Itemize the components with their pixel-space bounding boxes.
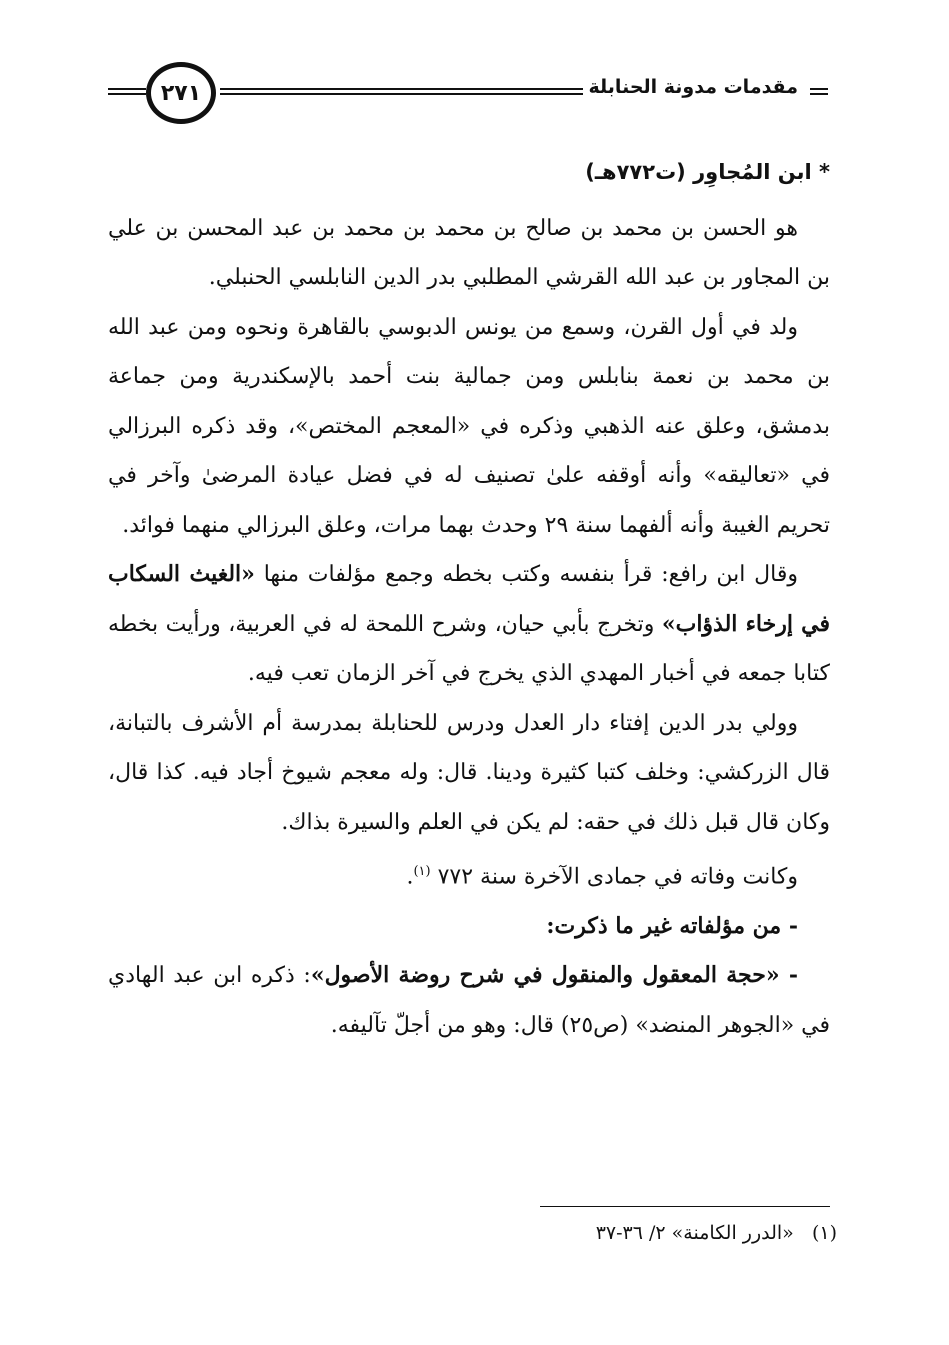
paragraph-birth: ولد في أول القرن، وسمع من يونس الدبوسي بالقاهرة ونحوه ومن عبد الله بن محمد بن نعمة بنابلس ومن جمالية بنت أحمد بالإسكندرية ومن جماعة بدمشق، وعلق عنه الذهبي وذكره في «المعجم المختص»، وقد ذكره البرزالي في «تعاليقه» وأنه أوقفه علىٰ تصنيف له في فضل عيادة المرضىٰ وآخر في تحريم الغيبة وأنه ألفهما سنة ٢٩ وحدث بهما مرات، وعلق البرزالي منهما فوائد.	[108, 314, 830, 538]
footnote-separator	[540, 1206, 830, 1207]
star-icon: *	[819, 160, 830, 184]
paragraph-ibn-rafi	[108, 550, 830, 699]
header-rule-right	[810, 88, 828, 95]
paragraph-work	[108, 951, 830, 1050]
book-title: - «حجة المعقول والمنقول في شرح روضة الأصول»	[310, 962, 798, 989]
footnote	[596, 1222, 837, 1244]
book-title: «الغيث السكاب في إرخاء الذؤاب»	[108, 561, 830, 637]
paragraph-end: .	[406, 864, 414, 890]
section-heading	[108, 148, 830, 198]
footnote-number: (١)	[811, 1222, 837, 1244]
running-title: مقدمات مدونة الحنابلة	[583, 76, 804, 98]
header-rule-left	[108, 88, 146, 95]
footnote-text: «الدرر الكامنة» ٢/ ٣٦-٣٧	[595, 1222, 794, 1244]
heading-text: ابن المُجاوِر (ت٧٧٢هـ)	[585, 160, 812, 184]
page-number: ٢٧١	[146, 62, 216, 124]
paragraph-text: وكانت وفاته في جمادى الآخرة سنة ٧٧٢	[437, 864, 798, 890]
paragraph-text: وقال ابن رافع: قرأ بنفسه وكتب بخطه وجمع مؤلفات منها	[254, 562, 799, 587]
page-header	[108, 60, 828, 130]
page-body	[108, 148, 830, 1050]
works-heading: - من مؤلفاته غير ما ذكرت:	[546, 912, 798, 939]
paragraph-positions: وولي بدر الدين إفتاء دار العدل ودرس للحنابلة بمدرسة أم الأشرف بالتبانة، قال الزركشي: وخلف كتبا كثيرة ودينا. قال: وله معجم شيوخ أجاد فيه. كذا قال، وكان قال قبل ذلك في حقه: لم يكن في العلم والسيرة بذاك.	[108, 710, 830, 835]
paragraph-death	[108, 847, 830, 902]
paragraph-text: وتخرج بأبي حيان، وشرح اللمحة له في العربية، ورأيت بخطه كتابا جمعه في أخبار المهدي الذي يخرج في آخر الزمان تعب فيه.	[108, 611, 830, 686]
paragraph-lineage: هو الحسن بن محمد بن صالح بن محمد بن محمد بن عبد المحسن بن علي بن المجاور بن عبد الله القرشي المطلبي بدر الدين النابلسي الحنبلي.	[108, 215, 830, 290]
paragraph-text: : ذكره ابن عبد الهادي في «الجوهر المنضد» (ص٢٥) قال: وهو من أجلّ تآليفه.	[108, 963, 830, 1038]
footnote-reference: (١)	[413, 864, 431, 879]
